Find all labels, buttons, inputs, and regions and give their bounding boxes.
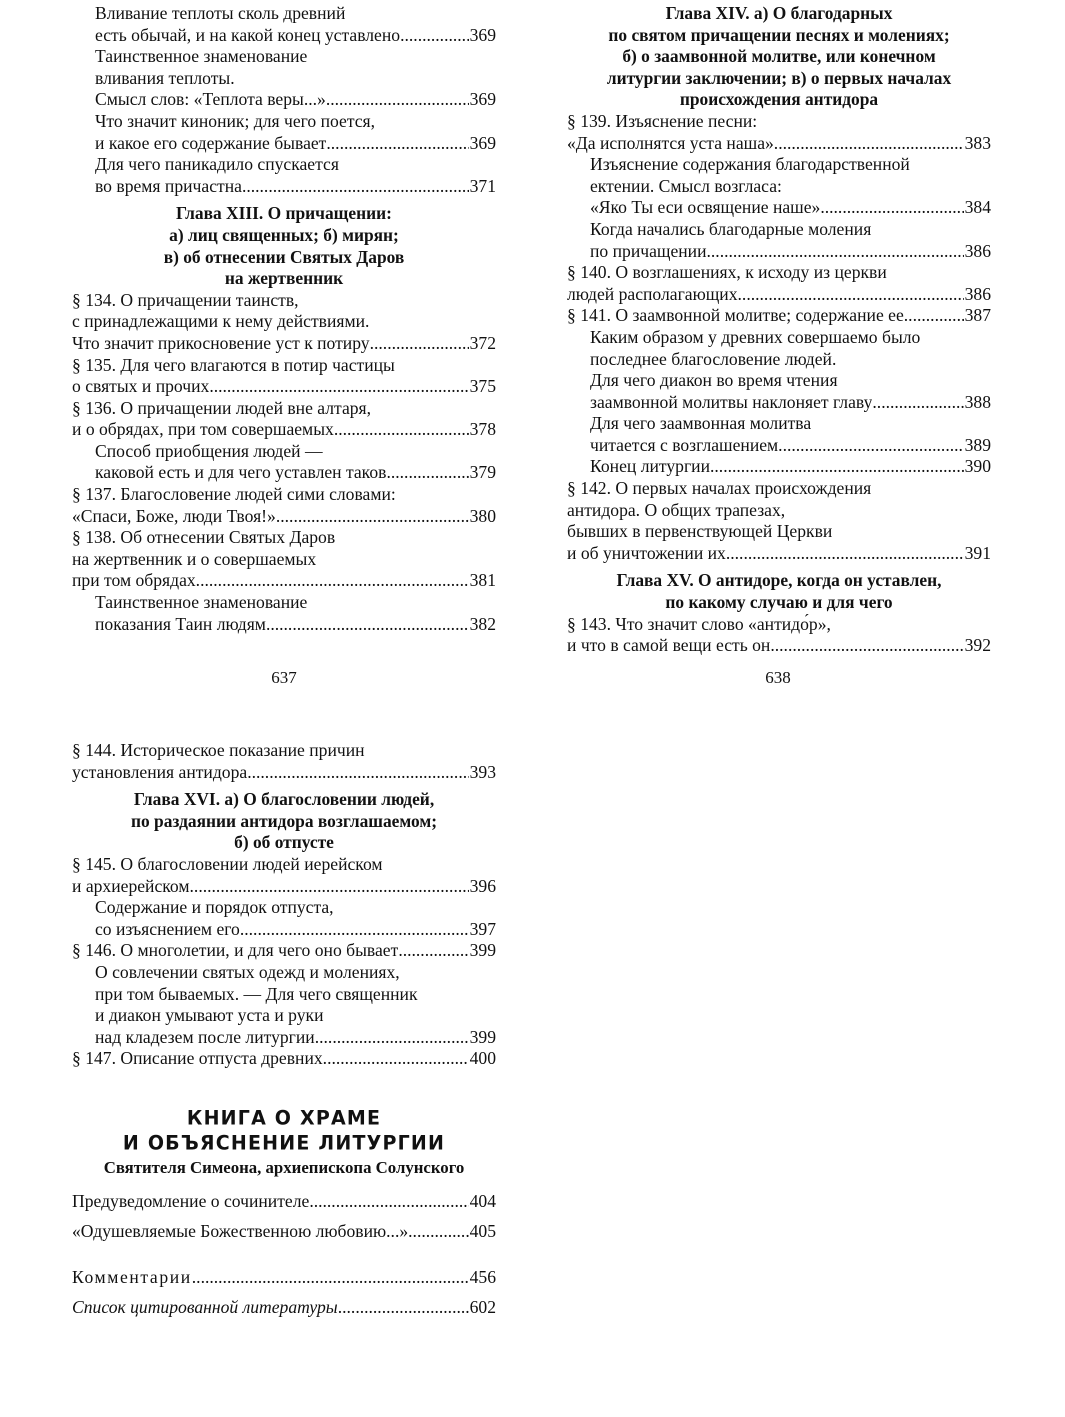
- page-number: 399: [469, 940, 496, 961]
- page-number: 389: [964, 434, 991, 455]
- toc-entry: «Да исполнятся уста наша» ..... 383: [567, 133, 991, 155]
- chapter-heading: Глава XVI. а) О благословении людей,: [133, 789, 435, 810]
- toc-entry: вливания теплоты.: [95, 67, 235, 88]
- toc-entry: и архиерейском ..... 396: [72, 876, 496, 898]
- left-page-column: [72, 3, 496, 635]
- page-number: 369: [469, 89, 496, 110]
- folio-number: 638: [765, 668, 791, 687]
- toc-entry: и диакон умывают уста и руки: [95, 1005, 324, 1026]
- page-number: 378: [469, 419, 496, 440]
- book-section: [72, 1106, 496, 1322]
- page-number: 372: [469, 332, 496, 353]
- toc-entry: § 136. О причащении людей вне алтаря,: [72, 397, 372, 418]
- chapter-heading: по какому случаю и для чего: [665, 592, 893, 613]
- toc-entry: § 146. О многолетии, и для чего оно бывает ..... 399: [72, 940, 496, 962]
- toc-entry: Когда начались благодарные моления: [590, 218, 872, 239]
- folio-number: 637: [271, 668, 297, 687]
- toc-entry: § 139. Изъяснение песни:: [567, 110, 758, 131]
- toc-entry: Для чего заамвонная молитва: [590, 413, 812, 434]
- toc-entry: § 143. Что значит слово «антидо́р»,: [567, 613, 831, 634]
- toc-entry: Содержание и порядок отпуста,: [95, 897, 334, 918]
- book-subtitle: Святителя Симеона, архиепископа Солунского: [103, 1158, 465, 1177]
- toc-entry: Для чего диакон во время чтения: [590, 370, 838, 391]
- chapter-heading: Глава XIV. а) О благодарных: [665, 3, 893, 23]
- page-number: 369: [469, 132, 496, 153]
- page-number: 387: [964, 305, 991, 326]
- book-title: И ОБЪЯСНЕНИЕ ЛИТУРГИИ: [122, 1131, 446, 1155]
- toc-entry: Изъяснение содержания благодарственной: [590, 154, 910, 175]
- toc-entry: Смысл слов: «Теплота веры...» ..... 369: [72, 89, 496, 111]
- toc-entry: о святых и прочих ..... 375: [72, 376, 496, 398]
- toc-entry: последнее благословение людей.: [590, 348, 837, 369]
- page-number: 386: [964, 283, 991, 304]
- chapter-heading: происхождения антидора: [679, 89, 879, 110]
- page-number: 400: [469, 1048, 496, 1069]
- chapter-heading: б) о заамвонной молитве, или конечном: [622, 46, 936, 67]
- toc-entry: Что значит прикосновение уст к потиру ..... 372: [72, 333, 496, 355]
- toc-entry: Конец литургии ..... 390: [567, 456, 991, 478]
- toc-entry: «Одушевляемые Божественною любовию...» ..... 405: [72, 1216, 496, 1246]
- toc-entry: Таинственное знаменование: [95, 592, 308, 613]
- page-number: 456: [469, 1267, 496, 1287]
- toc-entry: с принадлежащими к нему действиями.: [72, 311, 370, 332]
- page-number: 397: [469, 918, 496, 939]
- toc-entry: Таинственное знаменование: [95, 46, 308, 67]
- toc-entry: заамвонной молитвы наклоняет главу ..... 388: [567, 392, 991, 414]
- toc-entry: при том обрядах ..... 381: [72, 570, 496, 592]
- page-number: 383: [964, 132, 991, 153]
- toc-entry: есть обычай, и на какой конец уставлено ..... 369: [72, 25, 496, 47]
- toc-entry: Что значит киноник; для чего поется,: [95, 110, 376, 131]
- toc-entry: «Спаси, Боже, люди Твоя!» ..... 380: [72, 506, 496, 528]
- page-number: 390: [964, 456, 991, 477]
- chapter-heading: на жертвенник: [224, 268, 344, 289]
- toc-entry-bibliography: Список цитированной литературы ..... 602: [72, 1292, 496, 1322]
- toc-entry: Способ приобщения людей —: [95, 440, 323, 461]
- chapter-heading: Глава XIII. О причащении:: [176, 203, 392, 224]
- chapter-heading: б) об отпусте: [234, 832, 334, 853]
- toc-entry: людей располагающих ..... 386: [567, 284, 991, 306]
- page-number: 386: [964, 240, 991, 261]
- chapter-heading: по раздаянии антидора возглашаемом;: [130, 810, 438, 831]
- toc-entry: со изъяснением его ..... 397: [72, 919, 496, 941]
- page-number: 404: [469, 1191, 496, 1211]
- toc-entry: О совлечении святых одежд и молениях,: [95, 961, 400, 982]
- chapter-heading: а) лиц священных; б) мирян;: [169, 224, 399, 245]
- page-number: 380: [469, 505, 496, 526]
- toc-entry: ектении. Смысл возгласа:: [590, 175, 782, 196]
- page-number: 371: [469, 175, 496, 196]
- toc-entry: Предуведомление о сочинителе ..... 404: [72, 1186, 496, 1216]
- toc-entry: установления антидора ..... 393: [72, 762, 496, 784]
- third-page-column: [72, 740, 496, 1070]
- toc-entry: каковой есть и для чего уставлен таков ..... 379: [72, 462, 496, 484]
- page-number: 379: [469, 462, 496, 483]
- toc-entry: § 142. О первых началах происхождения: [567, 478, 872, 499]
- toc-entry: § 144. Историческое показание причин: [72, 740, 365, 760]
- toc-entry: и об уничтожении их ..... 391: [567, 543, 991, 565]
- chapter-heading: по святом причащении песнях и молениях;: [608, 24, 950, 45]
- toc-entry: и что в самой вещи есть он ..... 392: [567, 635, 991, 657]
- page-number: 602: [469, 1297, 496, 1317]
- toc-entry: показания Таин людям ..... 382: [72, 614, 496, 636]
- page-number: 393: [469, 761, 496, 782]
- toc-entry: антидора. О общих трапезах,: [567, 499, 786, 520]
- page-number: 375: [469, 376, 496, 397]
- toc-entry-comments: Комментарии ..... 456: [72, 1262, 496, 1292]
- page-number: 381: [469, 570, 496, 591]
- toc-entry: при том бываемых. — Для чего священник: [95, 983, 418, 1004]
- toc-entry: читается с возглашением ..... 389: [567, 435, 991, 457]
- chapter-heading: литургии заключении; в) о первых началах: [606, 67, 952, 88]
- chapter-heading: Глава XV. О антидоре, когда он уставлен,: [616, 570, 942, 591]
- toc-entry: бывших в первенствующей Церкви: [567, 521, 833, 542]
- page-number: 369: [469, 24, 496, 45]
- page-number: 396: [469, 875, 496, 896]
- toc-entry: § 141. О заамвонной молитве; содержание ее ..... 387: [567, 305, 991, 327]
- toc-entry: и о обрядах, при том совершаемых ..... 378: [72, 419, 496, 441]
- toc-entry: § 134. О причащении таинств,: [72, 289, 299, 310]
- toc-entry: «Яко Ты еси освящение наше» ..... 384: [567, 197, 991, 219]
- toc-entry: во время причастна ..... 371: [72, 176, 496, 198]
- toc-entry: § 140. О возглашениях, к исходу из церкви: [567, 262, 887, 283]
- page-number: 392: [964, 635, 991, 656]
- toc-entry: § 138. Об отнесении Святых Даров: [72, 527, 336, 548]
- toc-entry: § 135. Для чего влагаются в потир частицы: [72, 354, 395, 375]
- chapter-heading: в) об отнесении Святых Даров: [163, 246, 405, 267]
- toc-entry: Вливание теплоты сколь древний: [95, 3, 346, 23]
- page-number: 382: [469, 613, 496, 634]
- toc-entry: § 137. Благословение людей сими словами:: [72, 484, 396, 505]
- toc-entry: § 147. Описание отпуста древних ..... 400: [72, 1048, 496, 1070]
- toc-entry: по причащении ..... 386: [567, 241, 991, 263]
- page-number: 384: [964, 197, 991, 218]
- toc-entry: § 145. О благословении людей иерейском: [72, 853, 383, 874]
- toc-entry: над кладезем после литургии ..... 399: [72, 1027, 496, 1049]
- page-number: 391: [964, 542, 991, 563]
- book-title: КНИГА О ХРАМЕ: [186, 1106, 382, 1130]
- page-number: 399: [469, 1026, 496, 1047]
- right-page-column: [567, 3, 991, 657]
- toc-entry: Для чего паникадило спускается: [95, 154, 339, 175]
- toc-entry: Каким образом у древних совершаемо было: [590, 326, 921, 347]
- toc-entry: на жертвенник и о совершаемых: [72, 548, 317, 569]
- page-number: 405: [469, 1221, 496, 1241]
- toc-entry: и какое его содержание бывает ..... 369: [72, 133, 496, 155]
- page-number: 388: [964, 391, 991, 412]
